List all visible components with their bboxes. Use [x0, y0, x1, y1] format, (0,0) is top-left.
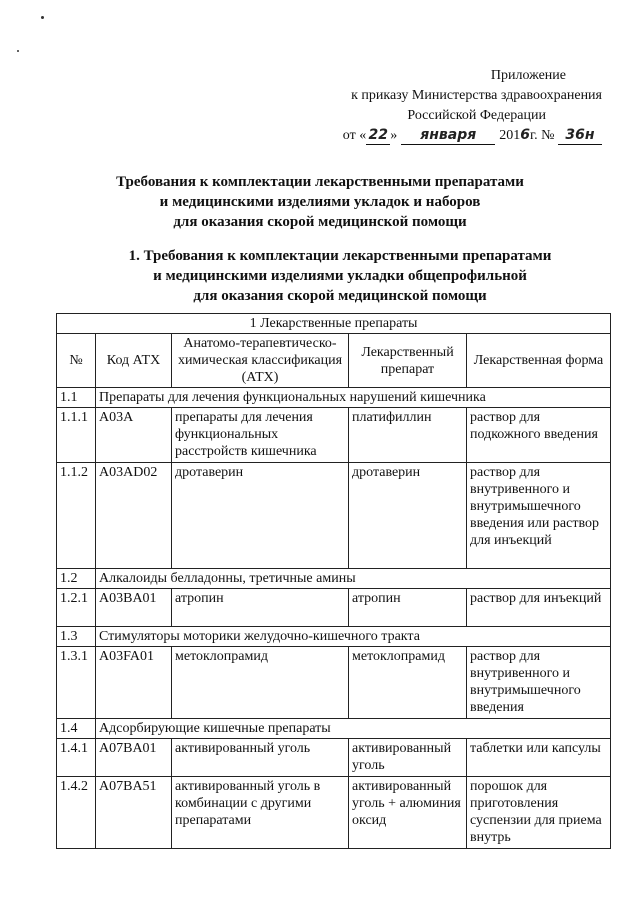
cell-drug: метоклопрамид — [349, 647, 467, 719]
scan-speck — [41, 16, 44, 19]
group-row — [57, 627, 611, 647]
section-title-line: 1. Требования к комплектации лекарственными препаратами — [128, 248, 552, 264]
cell-dosage-form: раствор для подкожного введения — [467, 408, 611, 463]
title-line: Требования к комплектации лекарственными препаратами — [116, 174, 524, 190]
cell-number: 1.1.1 — [57, 408, 96, 463]
section-title-line: и медицинскими изделиями укладки общепрофильной — [153, 268, 527, 284]
cell-dosage-form: порошок для приготовления суспензии для приема внутрь — [467, 777, 611, 849]
group-name: Стимуляторы моторики желудочно-кишечного тракта — [96, 627, 611, 647]
cell-atc-code: A07BA51 — [96, 777, 172, 849]
table-row — [57, 739, 611, 777]
cell-atc-code: A03FA01 — [96, 647, 172, 719]
date-prefix: от « — [342, 128, 367, 143]
handwritten-year-digit: 6 — [520, 127, 530, 143]
cell-dosage-form: раствор для внутривенного и внутримышечного введения — [467, 647, 611, 719]
table-caption-row — [57, 314, 611, 334]
cell-atc-classification: препараты для лечения функциональных расстройств кишечника — [172, 408, 349, 463]
cell-drug: атропин — [349, 589, 467, 627]
appendix-date-line — [302, 126, 602, 146]
cell-atc-classification: активированный уголь — [172, 739, 349, 777]
header-atc-classification: Анатомо-терапевтическо-химическая классификация (АТХ) — [172, 334, 349, 388]
table-row — [57, 463, 611, 569]
cell-number: 1.4.2 — [57, 777, 96, 849]
group-row — [57, 719, 611, 739]
cell-atc-classification: активированный уголь в комбинации с другими препаратами — [172, 777, 349, 849]
scan-speck — [17, 50, 19, 52]
cell-atc-classification: атропин — [172, 589, 349, 627]
cell-number: 1.3.1 — [57, 647, 96, 719]
cell-atc-code: A03AD02 — [96, 463, 172, 569]
header-number: № — [57, 334, 96, 388]
table-header-row — [57, 334, 611, 388]
cell-number: 1.1.2 — [57, 463, 96, 569]
appendix-label: Приложение — [490, 68, 566, 83]
date-mid: » — [390, 128, 398, 143]
cell-atc-classification: метоклопрамид — [172, 647, 349, 719]
table-row — [57, 589, 611, 627]
section-title-line: для оказания скорой медицинской помощи — [193, 288, 487, 304]
cell-atc-classification: дротаверин — [172, 463, 349, 569]
group-name: Препараты для лечения функциональных нарушений кишечника — [96, 388, 611, 408]
group-name: Алкалоиды белладонны, третичные амины — [96, 569, 611, 589]
header-drug: Лекарственный препарат — [349, 334, 467, 388]
cell-dosage-form: таблетки или капсулы — [467, 739, 611, 777]
table-row — [57, 408, 611, 463]
table-caption: 1 Лекарственные препараты — [57, 314, 611, 334]
title-line: для оказания скорой медицинской помощи — [173, 214, 467, 230]
cell-drug: активированный уголь + алюминия оксид — [349, 777, 467, 849]
title-line: и медицинскими изделиями укладок и наборов — [159, 194, 481, 210]
group-number: 1.1 — [57, 388, 96, 408]
date-year-suffix: г. № — [529, 128, 555, 143]
handwritten-day: 22 — [366, 126, 390, 145]
group-number: 1.4 — [57, 719, 96, 739]
appendix-order-ref: к приказу Министерства здравоохранения — [351, 88, 602, 103]
cell-atc-code: A03A — [96, 408, 172, 463]
cell-number: 1.4.1 — [57, 739, 96, 777]
document-title — [0, 172, 640, 232]
group-row — [57, 388, 611, 408]
handwritten-order-number: 36н — [558, 126, 602, 145]
header-dosage-form: Лекарственная форма — [467, 334, 611, 388]
cell-drug: дротаверин — [349, 463, 467, 569]
header-atc-code: Код АТХ — [96, 334, 172, 388]
section-title — [20, 246, 640, 306]
group-row — [57, 569, 611, 589]
table-row — [57, 777, 611, 849]
requirements-table — [56, 313, 611, 849]
cell-drug: платифиллин — [349, 408, 467, 463]
group-name: Адсорбирующие кишечные препараты — [96, 719, 611, 739]
table-row — [57, 647, 611, 719]
cell-number: 1.2.1 — [57, 589, 96, 627]
group-number: 1.3 — [57, 627, 96, 647]
appendix-country: Российской Федерации — [407, 108, 546, 123]
cell-dosage-form: раствор для инъекций — [467, 589, 611, 627]
group-number: 1.2 — [57, 569, 96, 589]
date-year-prefix: 201 — [499, 128, 521, 143]
appendix-header — [302, 66, 602, 146]
cell-atc-code: A07BA01 — [96, 739, 172, 777]
cell-dosage-form: раствор для внутривенного и внутримышечного введения или раствор для инъекций — [467, 463, 611, 569]
cell-atc-code: A03BA01 — [96, 589, 172, 627]
cell-drug: активированный уголь — [349, 739, 467, 777]
handwritten-month: января — [401, 126, 495, 145]
